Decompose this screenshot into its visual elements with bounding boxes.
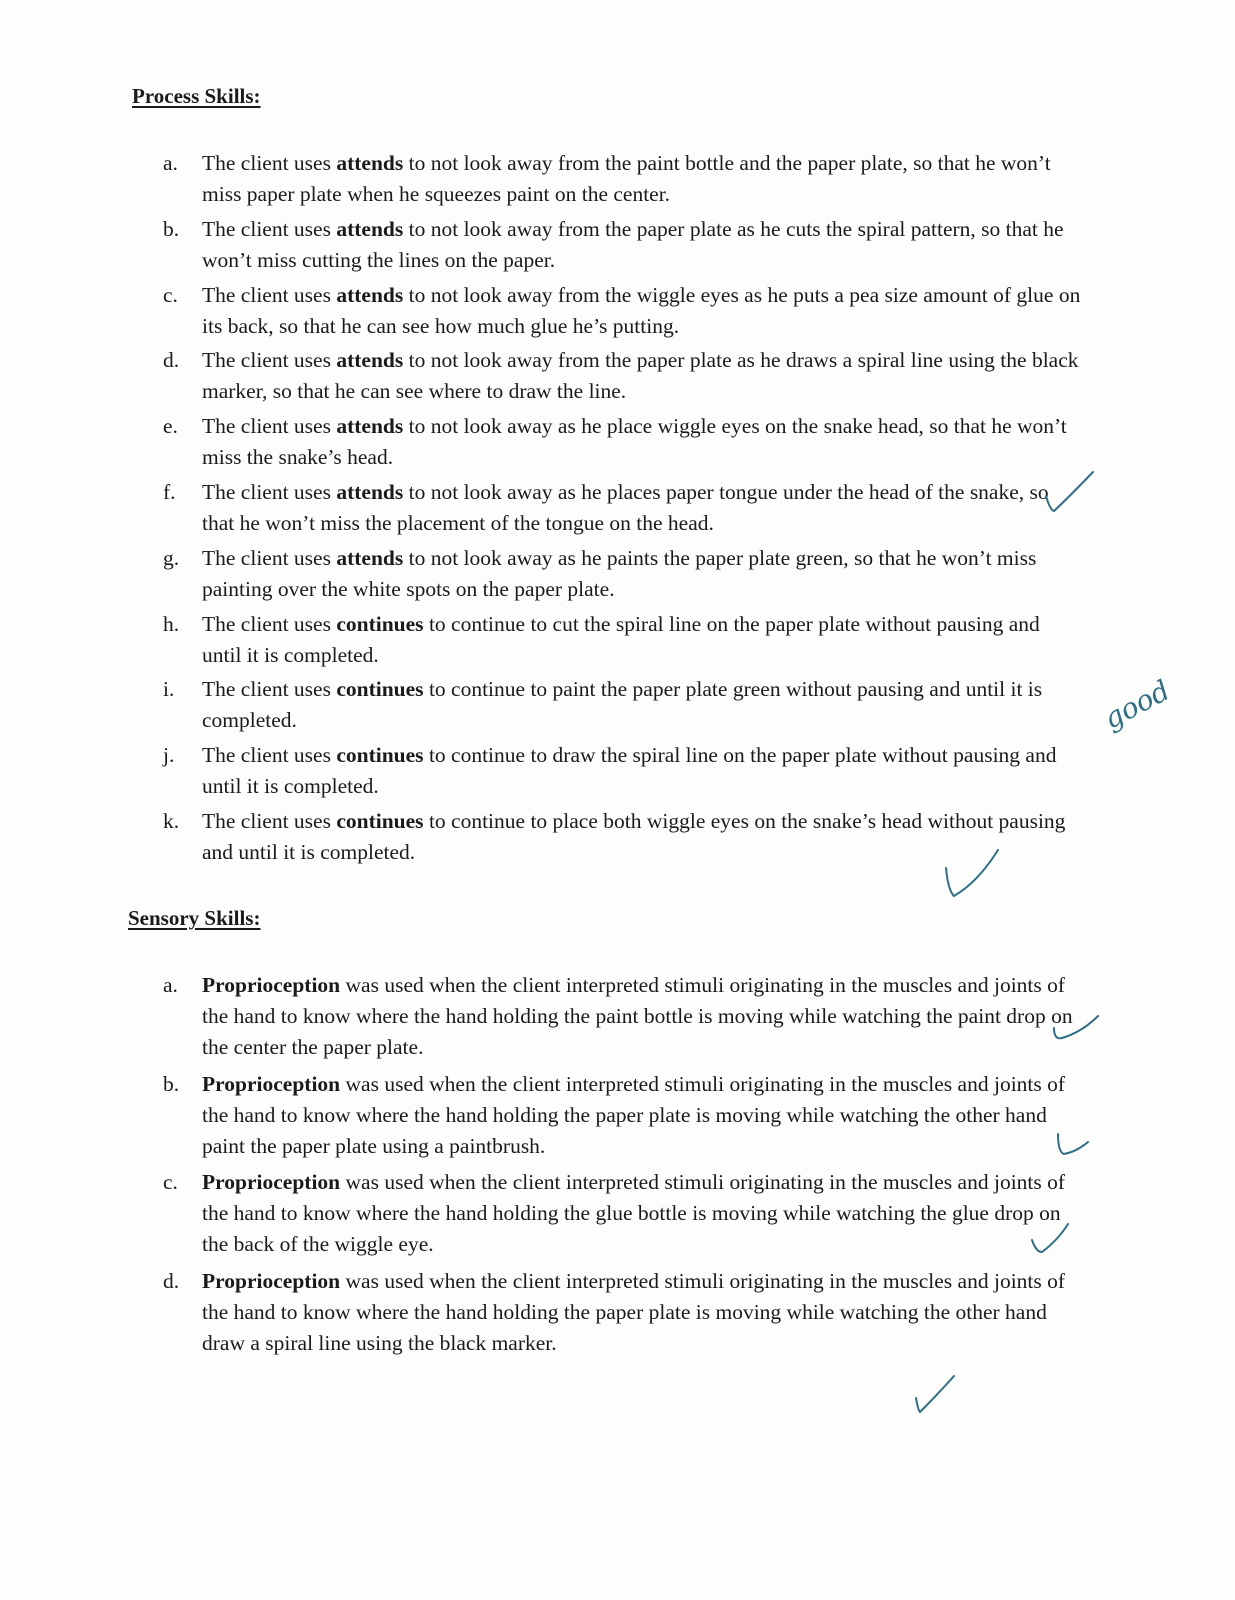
process-skill-item — [0, 280, 1235, 346]
item-text — [202, 1069, 1082, 1162]
handwritten-grade-note: good — [1098, 673, 1176, 736]
item-text-rest: to not look away from the paper plate as he draws a spiral line using the black marker, so that he can see where to draw the line. — [202, 348, 1079, 404]
item-text-lead: The client uses — [202, 151, 337, 175]
process-skill-item — [0, 806, 1235, 872]
skill-term: Proprioception — [202, 973, 341, 997]
skill-term: attends — [336, 282, 404, 307]
item-text-lead: The client uses — [202, 545, 337, 570]
item-text-lead: The client uses — [202, 348, 337, 373]
process-skill-item — [0, 543, 1235, 609]
sensory-skills-heading: Sensory Skills: — [128, 906, 261, 930]
item-text-rest: was used when the client interpreted stimuli originating in the muscles and joints of the hand to know where the hand holding the paper plate is moving while watching the other hand draw a spiral line using the black marker. — [202, 1268, 1066, 1355]
skill-term: attends — [336, 479, 404, 504]
item-text-rest: to not look away from the wiggle eyes as he puts a pea size amount of glue on its back, so that he can see how much glue he’s putting. — [202, 282, 1081, 338]
item-text-lead: The client uses — [202, 808, 337, 833]
process-skills-heading: Process Skills: — [132, 84, 261, 108]
process-skill-item — [0, 740, 1235, 806]
list-marker: a. — [163, 973, 178, 997]
item-text — [202, 609, 1082, 671]
process-skill-item — [0, 609, 1235, 675]
item-text-rest: was used when the client interpreted stimuli originating in the muscles and joints of the hand to know where the hand holding the paper plate is moving while watching the other hand paint the paper plate using a paintbrush. — [202, 1071, 1066, 1158]
item-text — [202, 477, 1082, 539]
skill-term: continues — [336, 611, 424, 636]
item-text-lead: The client uses — [202, 677, 337, 702]
process-skill-item — [0, 411, 1235, 477]
item-text — [202, 1266, 1082, 1359]
list-marker: e. — [163, 414, 178, 439]
skill-term: continues — [336, 808, 424, 833]
item-text — [202, 740, 1082, 802]
item-text-rest: to continue to paint the paper plate green without pausing and until it is completed. — [202, 677, 1043, 733]
list-marker: f. — [163, 479, 176, 504]
process-skill-item — [0, 148, 1235, 214]
skill-term: Proprioception — [202, 1071, 341, 1096]
process-skill-item — [0, 345, 1235, 411]
list-marker: g. — [163, 545, 180, 570]
item-text-lead: The client uses — [202, 216, 337, 241]
item-text-lead: The client uses — [202, 743, 337, 768]
item-text-rest: to not look away from the paper plate as he cuts the spiral pattern, so that he won’t miss cutting the lines on the paper. — [202, 216, 1064, 272]
item-text-lead: The client uses — [202, 479, 337, 504]
item-text-rest: to continue to draw the spiral line on the paper plate without pausing and until it is completed. — [202, 743, 1057, 799]
list-marker: j. — [163, 743, 175, 768]
item-text-lead: The client uses — [202, 414, 337, 439]
item-text — [202, 280, 1082, 342]
list-marker: b. — [163, 216, 180, 241]
checkmark-icon — [1048, 1010, 1104, 1046]
checkmark-icon — [1038, 470, 1098, 518]
list-marker: b. — [163, 1071, 180, 1096]
item-text-rest: was used when the client interpreted stimuli originating in the muscles and joints of the hand to know where the hand holding the paint bottle is moving while watching the paint drop on the center the paper plate. — [202, 973, 1073, 1059]
list-marker: i. — [163, 677, 175, 702]
item-text — [202, 148, 1082, 210]
item-text — [202, 214, 1082, 276]
item-text — [202, 411, 1082, 473]
checkmark-icon — [940, 846, 1002, 902]
checkmark-icon — [1050, 1128, 1094, 1162]
list-marker: k. — [163, 808, 180, 833]
skill-term: attends — [336, 151, 404, 175]
item-text-lead: The client uses — [202, 611, 337, 636]
item-text-rest: to not look away from the paint bottle and the paper plate, so that he won’t miss paper plate when he squeezes paint on the center. — [202, 151, 1051, 206]
item-text-lead: The client uses — [202, 282, 337, 307]
skill-term: continues — [336, 743, 424, 768]
skill-term: attends — [336, 414, 404, 439]
list-marker: c. — [163, 1170, 178, 1194]
list-marker: d. — [163, 348, 180, 373]
process-skill-item — [0, 674, 1235, 740]
skill-term: attends — [336, 216, 404, 241]
item-text — [202, 1167, 1082, 1260]
checkmark-icon — [1024, 1220, 1074, 1258]
skill-term: Proprioception — [202, 1268, 341, 1293]
item-text — [202, 970, 1082, 1063]
item-text-rest: to continue to place both wiggle eyes on the snake’s head without pausing and until it is completed. — [202, 808, 1066, 864]
item-text — [202, 674, 1082, 736]
checkmark-icon — [908, 1370, 960, 1418]
item-text-rest: was used when the client interpreted stimuli originating in the muscles and joints of the hand to know where the hand holding the glue bottle is moving while watching the glue drop on the back of the wiggle eye. — [202, 1170, 1066, 1256]
list-marker: c. — [163, 282, 178, 307]
item-text-rest: to not look away as he places paper tongue under the head of the snake, so that he won’t miss the placement of the tongue on the head. — [202, 479, 1049, 535]
skill-term: continues — [336, 677, 424, 702]
skill-term: attends — [336, 348, 404, 373]
item-text-rest: to not look away as he place wiggle eyes on the snake head, so that he won’t miss the snake’s head. — [202, 414, 1067, 470]
skill-term: attends — [336, 545, 404, 570]
item-text-rest: to continue to cut the spiral line on the paper plate without pausing and until it is completed. — [202, 611, 1040, 667]
list-marker: d. — [163, 1268, 180, 1293]
item-text — [202, 345, 1082, 407]
item-text — [202, 543, 1082, 605]
sensory-skill-item — [0, 1266, 1235, 1365]
item-text-rest: to not look away as he paints the paper plate green, so that he won’t miss painting over the white spots on the paper plate. — [202, 545, 1037, 601]
process-skill-item — [0, 214, 1235, 280]
skill-term: Proprioception — [202, 1170, 341, 1194]
list-marker: a. — [163, 151, 178, 175]
list-marker: h. — [163, 611, 180, 636]
